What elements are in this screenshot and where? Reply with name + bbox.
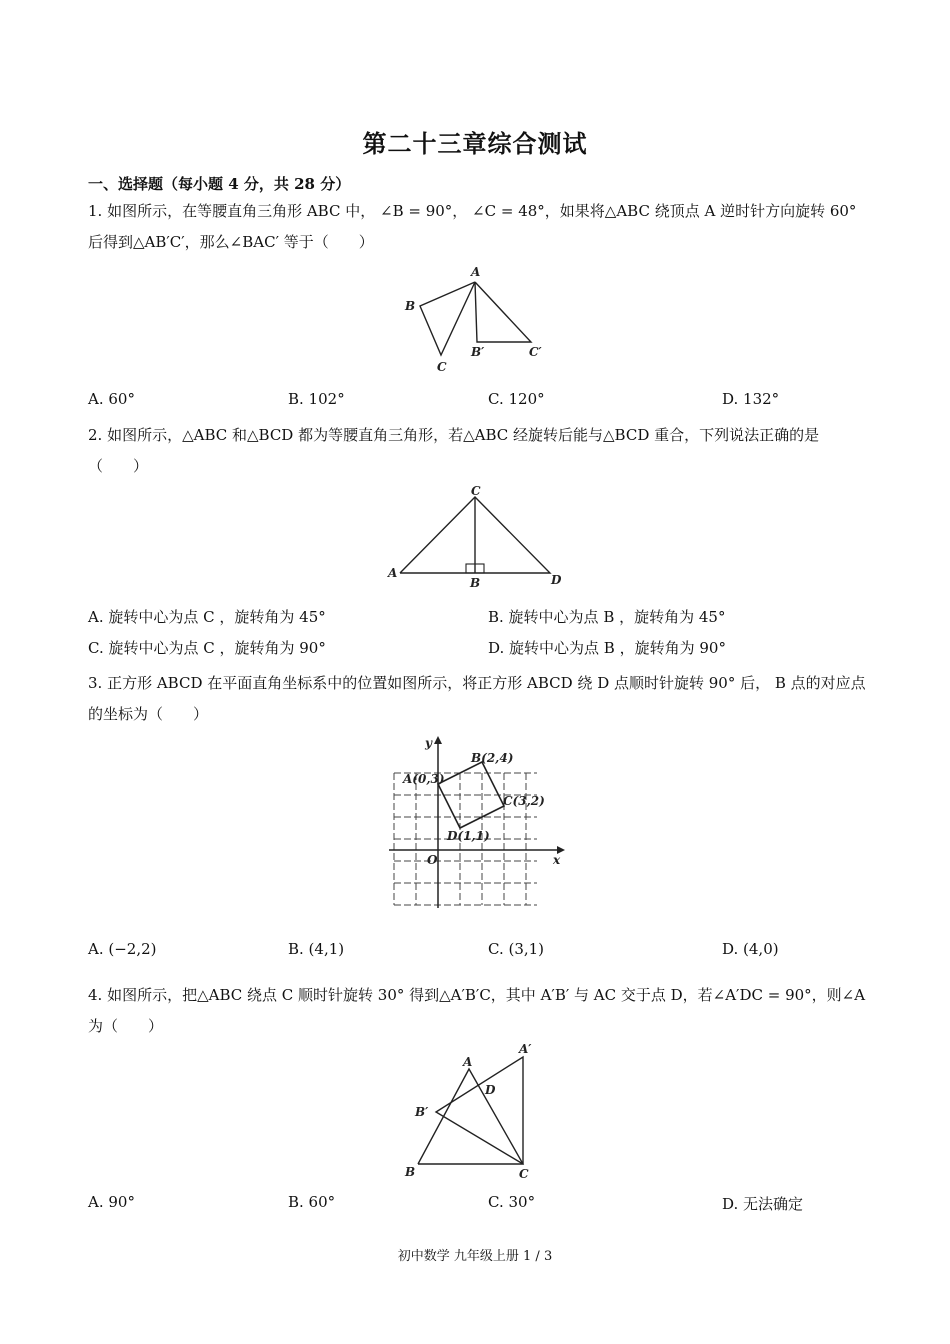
section-heading: 一、选择题（每小题 4 分，共 28 分）: [88, 175, 351, 193]
label-b-prime: B′: [415, 1105, 429, 1119]
label-d: D: [551, 573, 562, 587]
q1-option-a[interactable]: A. 60°: [88, 390, 135, 408]
label-a: A: [463, 1055, 473, 1069]
label-b: B: [470, 576, 481, 590]
label-b-prime: B′: [471, 345, 485, 359]
question-1-text: 1. 如图所示，在等腰直角三角形 ABC 中， ∠B = 90°， ∠C = 48°，如果将△ABC 绕顶点 A 逆时针方向旋转 60° 后得到△AB′C′，那么∠BAC′ 等于（ ）: [88, 202, 857, 251]
q3-option-c[interactable]: C. (3,1): [488, 940, 545, 958]
q2-option-b[interactable]: B. 旋转中心为点 B ，旋转角为 45°: [488, 608, 726, 626]
q4-option-d[interactable]: D. 无法确定: [722, 1195, 804, 1213]
label-y: y: [425, 736, 432, 750]
page-title: 第二十三章综合测试: [362, 129, 588, 158]
label-c-prime: C′: [529, 345, 542, 359]
label-c: C: [437, 360, 447, 374]
page-footer: 初中数学 九年级上册 1 / 3: [397, 1249, 553, 1264]
q4-option-a[interactable]: A. 90°: [88, 1193, 135, 1211]
q1-option-b[interactable]: B. 102°: [288, 390, 345, 408]
question-3-text: 3. 正方形 ABCD 在平面直角坐标系中的位置如图所示，将正方形 ABCD 绕 D 点顺时针旋转 90° 后， B 点的对应点的坐标为（ ）: [88, 674, 866, 723]
q2-option-d[interactable]: D. 旋转中心为点 B ，旋转角为 90°: [488, 639, 726, 657]
q1-option-d[interactable]: D. 132°: [722, 390, 780, 408]
triangle-a1b1c: [436, 1057, 523, 1164]
triangle-abc: [418, 1069, 523, 1164]
q4-option-c[interactable]: C. 30°: [488, 1193, 536, 1211]
label-c: C: [471, 485, 481, 498]
label-b: B: [405, 1165, 416, 1179]
label-a-prime: A′: [519, 1042, 532, 1056]
label-a: A: [471, 265, 481, 279]
label-c: C: [519, 1167, 529, 1181]
q1-option-c[interactable]: C. 120°: [488, 390, 545, 408]
label-a: A: [388, 566, 398, 580]
q3-option-b[interactable]: B. (4,1): [288, 940, 345, 958]
question-3-figure: [385, 733, 570, 913]
label-d: D(1,1): [447, 829, 490, 843]
question-4-figure: [395, 1040, 555, 1185]
y-axis-arrow: [434, 736, 442, 744]
triangle-abc: [420, 282, 475, 355]
q2-option-a[interactable]: A. 旋转中心为点 C ，旋转角为 45°: [88, 608, 326, 626]
triangle-ab1c1: [475, 282, 531, 342]
label-o: O: [427, 853, 438, 867]
label-a: A(0,3): [403, 772, 445, 786]
label-c: C(3,2): [503, 794, 545, 808]
q3-option-a[interactable]: A. (−2,2): [88, 940, 157, 958]
question-1-figure: [395, 262, 555, 376]
q3-option-d[interactable]: D. (4,0): [722, 940, 779, 958]
label-b: B: [405, 299, 416, 313]
question-2-figure: [380, 485, 570, 590]
q4-option-b[interactable]: B. 60°: [288, 1193, 336, 1211]
question-2-text: 2. 如图所示，△ABC 和△BCD 都为等腰直角三角形，若△ABC 经旋转后能与△BCD 重合，下列说法正确的是（ ）: [88, 426, 820, 475]
label-b: B(2,4): [471, 751, 514, 765]
label-d: D: [485, 1083, 496, 1097]
question-4-text: 4. 如图所示，把△ABC 绕点 C 顺时针旋转 30° 得到△A′B′C，其中 A′B′ 与 AC 交于点 D，若∠A′DC = 90°，则∠A 为（ ）: [88, 986, 866, 1035]
q2-option-c[interactable]: C. 旋转中心为点 C ，旋转角为 90°: [88, 639, 326, 657]
label-x: x: [553, 853, 561, 867]
